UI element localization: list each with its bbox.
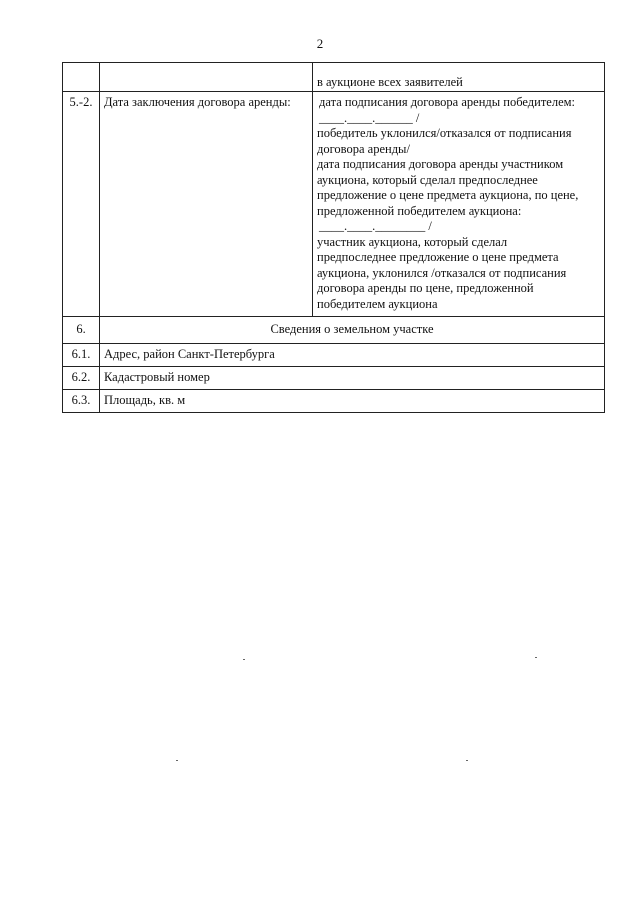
form-table xyxy=(62,62,605,413)
row-number: 6.3. xyxy=(63,390,100,413)
page-number: 2 xyxy=(316,36,324,51)
scan-speck xyxy=(243,659,245,660)
row-label: Кадастровый номер xyxy=(100,367,605,390)
table-row-5-2 xyxy=(63,92,605,317)
row-label: Площадь, кв. м xyxy=(100,390,605,413)
row-number xyxy=(63,63,100,92)
participant-refused-text-4: договора аренды по цене, предложенной xyxy=(317,281,534,295)
row-number: 5.-2. xyxy=(63,92,100,317)
participant-signing-date-label: дата подписания договора аренды участником xyxy=(317,157,564,171)
table-row-continuation xyxy=(63,63,605,92)
contract-date-options xyxy=(313,92,605,317)
winner-signing-date-label: дата подписания договора аренды победителем: xyxy=(319,95,576,109)
row-label xyxy=(100,63,313,92)
scan-speck xyxy=(176,760,178,761)
participant-refused-text: участник аукциона, который сделал xyxy=(317,234,508,249)
row-label: Адрес, район Санкт-Петербурга xyxy=(100,344,605,367)
table-row-6-3 xyxy=(63,390,605,413)
row-value: в аукционе всех заявителей xyxy=(313,63,605,92)
row-label: Дата заключения договора аренды: xyxy=(100,92,313,317)
participant-refused-text-3: аукциона, уклонился /отказался от подписания xyxy=(317,265,567,280)
table-row-6-2 xyxy=(63,367,605,390)
scan-speck xyxy=(466,760,468,761)
scan-speck xyxy=(535,657,537,658)
participant-refused-text-2: предпоследнее предложение о цене предмета xyxy=(317,250,559,264)
winner-refused-text-2: договора аренды/ xyxy=(317,141,410,156)
row-number: 6.1. xyxy=(63,344,100,367)
participant-signing-date-label-3: предложение о цене предмета аукциона, по цене, xyxy=(317,188,579,202)
winner-refused-text: победитель уклонился/отказался от подписания xyxy=(317,126,572,140)
participant-signing-date-label-2: аукциона, который сделал предпоследнее xyxy=(317,172,538,187)
table-row-6 xyxy=(63,317,605,344)
row-number: 6. xyxy=(63,317,100,344)
section-title: Сведения о земельном участке xyxy=(100,317,605,344)
participant-signing-date-blank: ____.____.________ / xyxy=(319,219,432,233)
table-row-6-1 xyxy=(63,344,605,367)
row-number: 6.2. xyxy=(63,367,100,390)
participant-refused-text-5: победителем аукциона xyxy=(317,296,438,311)
participant-signing-date-label-4: предложенной победителем аукциона: xyxy=(317,203,522,218)
winner-signing-date-blank: ____.____.______ / xyxy=(319,110,420,125)
